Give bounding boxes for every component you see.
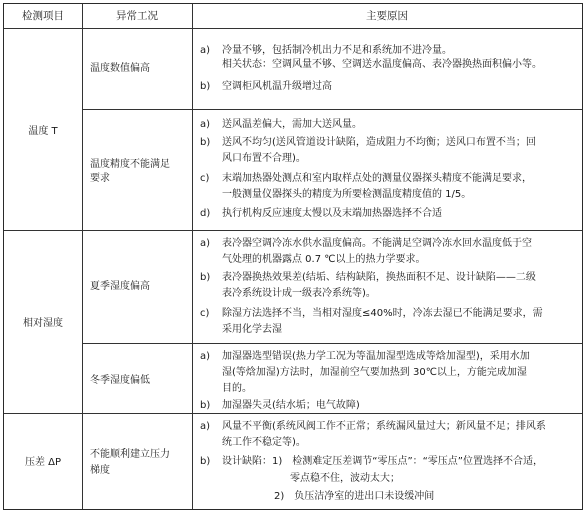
humid-row-divider: [82, 343, 582, 344]
header-cause: 主要原因: [366, 10, 408, 22]
cause-text: 加湿器选型错误(热力学工况为等温加湿型选成等焓加湿型)，采用水加: [222, 351, 530, 362]
cause-text: 一般测量仪器探头的精度为所要检测温度精度值的 1/5。: [222, 189, 472, 200]
cause-text: 风口布置不合理)。: [222, 153, 306, 164]
cause-marker: b): [200, 137, 211, 148]
cause-marker: b): [200, 81, 211, 92]
cause-marker: a): [200, 351, 211, 362]
abnormal-temp-high: 温度数值偏高: [90, 63, 150, 74]
abnormal-temp-precision-l2: 要求: [90, 173, 110, 184]
cause-text: 执行机构反应速度太慢以及末端加热器选择不合适: [222, 208, 442, 219]
cause-text: 2) 负压洁净室的进出口未设缓冲间: [274, 491, 435, 502]
cause-text: 统工作不稳定等)。: [222, 437, 306, 448]
cause-marker: d): [200, 208, 211, 219]
temp-section-divider: [4, 230, 582, 231]
temp-row-divider: [82, 109, 582, 110]
cause-text: 气处理的机器露点 0.7 ℃以上的热力学要求。: [222, 254, 426, 265]
cause-marker: c): [200, 173, 210, 184]
abnormal-summer-humid: 夏季湿度偏高: [90, 281, 150, 292]
cause-marker: a): [200, 119, 211, 130]
item-humidity: 相对湿度: [23, 318, 63, 329]
abnormal-pressure-l1: 不能顺利建立压力: [90, 449, 170, 460]
cause-text: 湿(等焓加湿)方法时，加湿前空气要加热到 30℃以上，方能完成加湿: [222, 367, 527, 378]
cause-text: 送风温差偏大，需加大送风量。: [222, 119, 362, 130]
cause-text: 除湿方法选择不当，当相对湿度≤40%时，冷冻去湿已不能满足要求，需: [222, 308, 543, 319]
cause-text: 目的。: [222, 383, 252, 394]
cause-text: 表冷器换热效果差(结垢、结构缺陷，换热面积不足、设计缺陷——二级: [222, 272, 536, 283]
cause-text: 冷量不够，包括制冷机出力不足和系统加不进冷量。: [222, 45, 452, 56]
abnormal-winter-humid: 冬季湿度偏低: [90, 375, 150, 386]
cause-text: 末端加热器处测点和室内取样点处的测量仪器探头精度不能满足要求，: [222, 173, 532, 184]
cause-marker: a): [200, 45, 211, 56]
cause-marker: b): [200, 400, 211, 411]
cause-text: 相关状态：空调风量不够、空调送水温度偏高、表冷器换热面积偏小等。: [222, 59, 542, 70]
cause-marker: b): [200, 456, 211, 467]
cause-marker: c): [200, 308, 210, 319]
cause-text: 加湿器失灵(结水垢；电气故障): [222, 400, 360, 411]
cause-text: 送风不均匀(送风管道设计缺陷，造成阻力不均衡；送风口布置不当；回: [222, 137, 536, 148]
cause-table: [3, 3, 583, 510]
header-divider: [4, 28, 582, 29]
cause-marker: a): [200, 238, 211, 249]
item-pressure: 压差 ΔP: [24, 457, 62, 468]
item-temperature: 温度 T: [28, 126, 58, 137]
col-divider-1: [82, 4, 83, 509]
cause-marker: a): [200, 421, 211, 432]
header-item: 检测项目: [22, 10, 64, 22]
header-abnormal: 异常工况: [116, 10, 158, 22]
col-divider-2: [192, 4, 193, 509]
cause-text: 表冷器空调冷冻水供水温度偏高。不能满足空调冷冻水回水温度低于空: [222, 238, 532, 249]
cause-text: 空调柜风机温升级增过高: [222, 81, 332, 92]
cause-text: 设计缺陷：1) 检测难定压差调节“零压点”：“零压点”位置选择不合适，: [222, 456, 543, 467]
cause-text: 采用化学去湿: [222, 324, 282, 335]
cause-text: 零点稳不住，波动太大；: [290, 473, 400, 484]
cause-marker: b): [200, 272, 211, 283]
cause-text: 风量不平衡(系统风阀工作不正常；系统漏风量过大；新风量不足；排风系: [222, 421, 546, 432]
cause-text: 表冷系统设计成一级表冷系统等)。: [222, 288, 376, 299]
abnormal-pressure-l2: 梯度: [90, 465, 110, 476]
humid-section-divider: [4, 413, 582, 414]
abnormal-temp-precision-l1: 温度精度不能满足: [90, 159, 170, 170]
